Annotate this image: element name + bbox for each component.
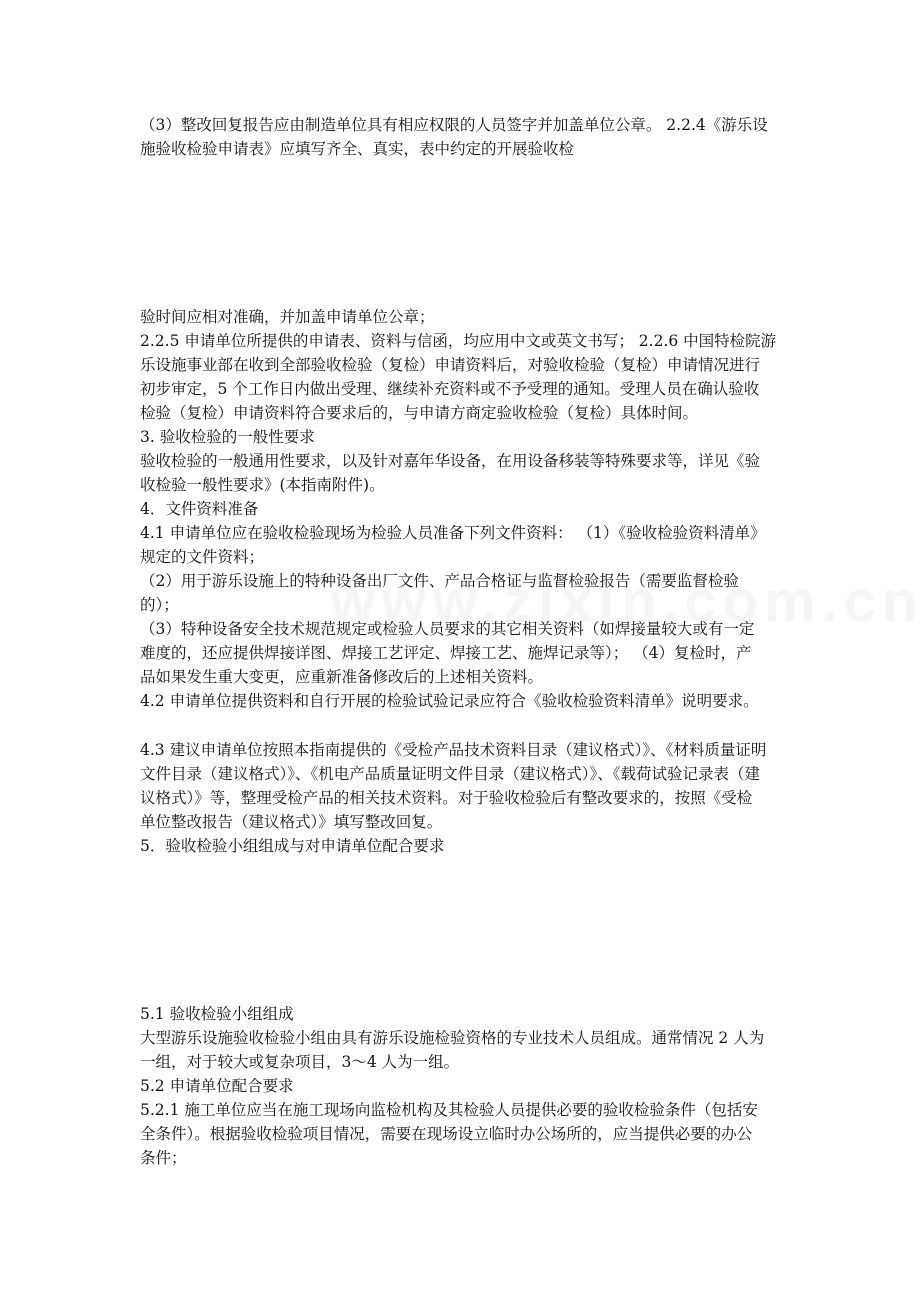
text-line: 初步审定，5 个工作日内做出受理、继续补充资料或不予受理的通知。受理人员在确认验收 <box>140 380 760 398</box>
text-line: 4.1 申请单位应在验收检验现场为检验人员准备下列文件资料： （1）《验收检验资料清单》 <box>140 524 766 542</box>
text-line: 验收检验的一般通用性要求，以及针对嘉年华设备，在用设备移装等特殊要求等，详见《验 <box>140 452 761 470</box>
text-line: 规定的文件资料； <box>140 548 265 566</box>
text-line: 单位整改报告（建议格式）》填写整改回复。 <box>140 813 443 831</box>
text-line: 全条件）。根据验收检验项目情况，需要在现场设立临时办公场所的，应当提供必要的办公 <box>140 1125 753 1143</box>
text-line: （2）用于游乐设施上的特种设备出厂文件、产品合格证与监督检验报告（需要监督检验 <box>140 572 739 590</box>
text-line: 5.2 申请单位配合要求 <box>140 1077 294 1095</box>
text-line: 品如果发生重大变更，应重新准备修改后的上述相关资料。 <box>140 668 544 686</box>
text-line: 3. 验收检验的一般性要求 <box>140 428 315 446</box>
text-line: 难度的，还应提供焊接详图、焊接工艺评定、焊接工艺、施焊记录等）； （4）复检时，产 <box>140 644 752 662</box>
text-line: 4．文件资料准备 <box>140 500 259 518</box>
paragraph-block-4 <box>140 1002 782 1170</box>
text-line: 检验（复检）申请资料符合要求后的，与申请方商定验收检验（复检）具体时间。 <box>140 404 699 422</box>
text-line: 5.1 验收检验小组组成 <box>140 1005 294 1023</box>
text-line: 5．验收检验小组组成与对申请单位配合要求 <box>140 837 445 855</box>
text-line: 乐设施事业部在收到全部验收检验（复检）申请资料后，对验收检验（复检）申请情况进行 <box>140 356 761 374</box>
paragraph-block-2 <box>140 305 782 713</box>
text-line: 议格式）》等，整理受检产品的相关技术资料。对于验收检验后有整改要求的，按照《受检 <box>140 789 753 807</box>
text-line: （3）整改回复报告应由制造单位具有相应权限的人员签字并加盖单位公章。 2.2.4《游乐设 <box>140 116 768 134</box>
text-line: 4.2 申请单位提供资料和自行开展的检验试验记录应符合《验收检验资料清单》说明要求。 <box>140 692 759 710</box>
text-line: 条件； <box>140 1149 187 1167</box>
text-line: 验时间应相对准确，并加盖申请单位公章； <box>140 308 435 326</box>
text-line: （3）特种设备安全技术规范规定或检验人员要求的其它相关资料（如焊接量较大或有一定 <box>140 620 755 638</box>
text-line: 2.2.5 申请单位所提供的申请表、资料与信函，均应用中文或英文书写； 2.2.6 中国特检院游 <box>140 332 777 350</box>
text-line: 的）； <box>140 596 179 614</box>
text-line: 大型游乐设施验收检验小组由具有游乐设施检验资格的专业技术人员组成。通常情况 2 人为 <box>140 1029 765 1047</box>
text-line: 施验收检验申请表》应填写齐全、真实，表中约定的开展验收检 <box>140 140 575 158</box>
text-line: 一组，对于较大或复杂项目，3～4 人为一组。 <box>140 1053 460 1071</box>
paragraph-block-1 <box>140 113 782 161</box>
paragraph-block-3 <box>140 738 782 858</box>
text-line: 文件目录（建议格式）》、《机电产品质量证明文件目录（建议格式）》、《载荷试验记录表（建 <box>140 765 761 783</box>
text-line: 收检验一般性要求》(本指南附件)。 <box>140 476 385 494</box>
text-line: 5.2.1 施工单位应当在施工现场向监检机构及其检验人员提供必要的验收检验条件（包括安 <box>140 1101 758 1119</box>
text-line: 4.3 建议申请单位按照本指南提供的《受检产品技术资料目录（建议格式）》、《材料质量证明 <box>140 741 767 759</box>
